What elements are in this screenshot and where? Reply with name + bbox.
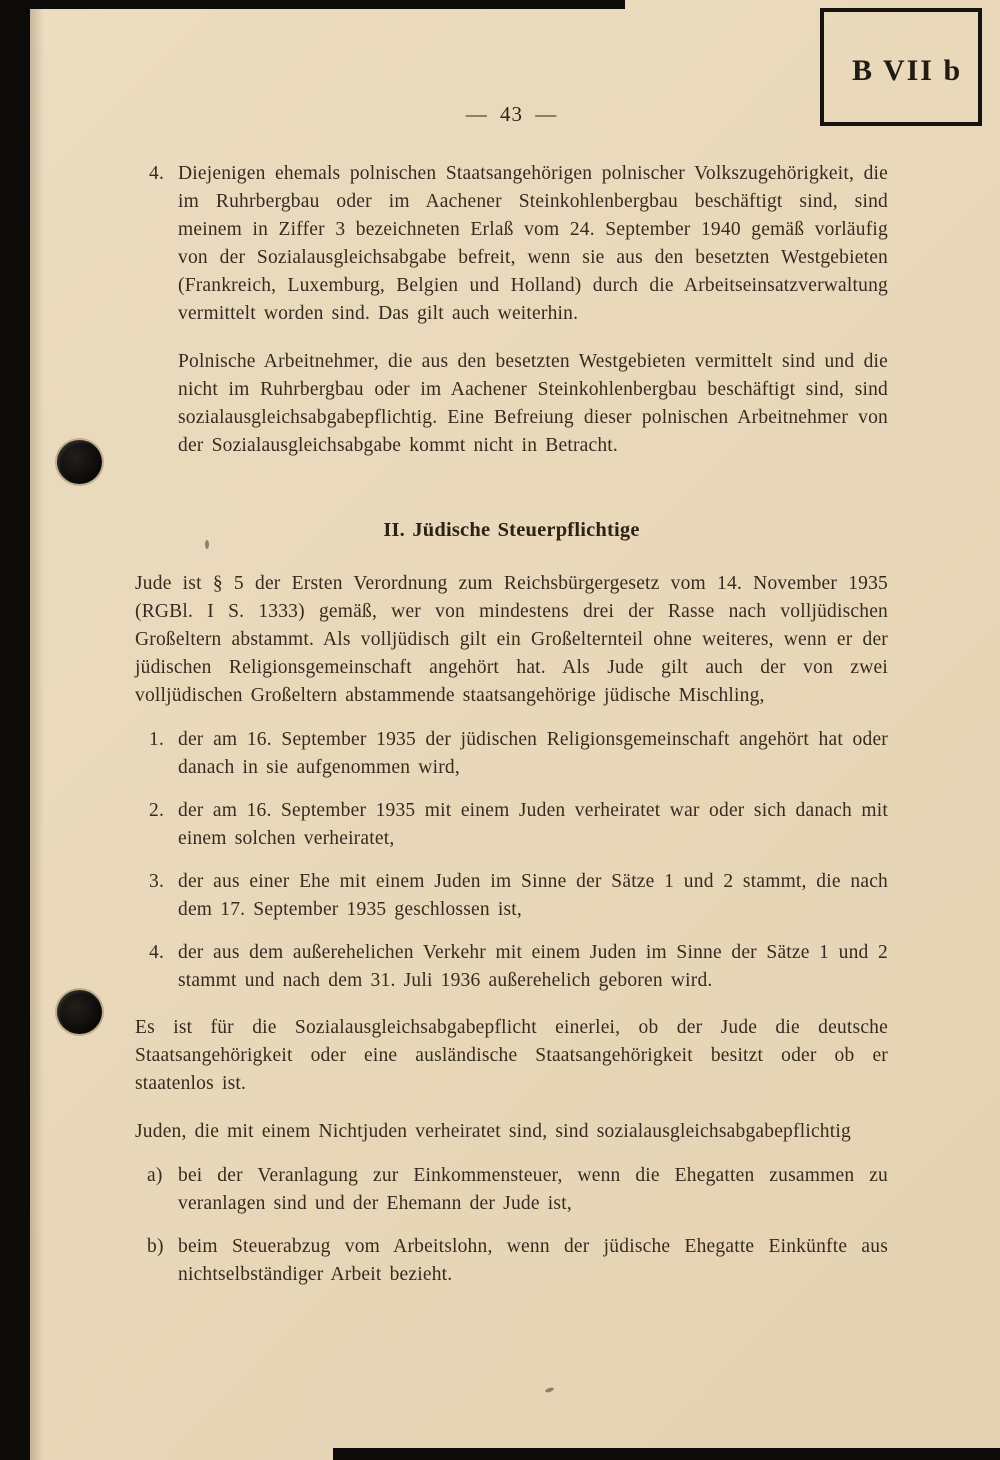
list-item <box>135 868 888 924</box>
scan-edge-bottom <box>333 1448 1000 1460</box>
item-number: 3. <box>149 870 165 892</box>
citizenship-paragraph: Es ist für die Sozialausgleichsabgabepflicht einerlei, ob der Jude die deutsche Staatsangehörigkeit oder eine ausländische Staatsangehörigkeit besitzt oder ob er staatenlos ist. <box>135 1017 888 1094</box>
section-intro-paragraph: Jude ist § 5 der Ersten Verordnung zum Reichsbürgergesetz vom 14. November 1935 (RGBl. I S. 1333) gemäß, wer von mindestens drei der Rasse nach volljüdischen Großeltern abstammt. Als volljüdisch gilt ein Großelternteil ohne weiteres, wenn er der jüdischen Religionsgemeinschaft angehört hat. Als Jude gilt auch der von zwei volljüdischen Großeltern abstammende staatsangehörige jüdische Mischling, <box>135 572 888 706</box>
list-item <box>135 939 888 995</box>
hole-punch-bottom <box>57 990 102 1034</box>
item-4-continuation-paragraph: Polnische Arbeitnehmer, die aus den besetzten Westgebieten vermittelt sind und die nicht im Ruhrbergbau oder im Aachener Steinkohlenbergbau beschäftigt sind, sind sozialausgleichsabgabepflichtig. Eine Befreiung dieser polnischen Arbeitnehmer von der Sozialausgleichsabgabe kommt nicht in Betracht. <box>178 350 888 456</box>
item-letter: b) <box>147 1235 164 1257</box>
item-letter: a) <box>147 1164 163 1186</box>
list-item <box>135 1162 888 1218</box>
item-text: der am 16. September 1935 mit einem Juden verheiratet war oder sich danach mit einem solchen verheiratet, <box>178 799 888 849</box>
scan-edge-top <box>0 0 625 9</box>
item-text: bei der Veranlagung zur Einkommensteuer, wenn die Ehegatten zusammen zu veranlagen sind und der Ehemann der Jude ist, <box>178 1164 888 1214</box>
item-number: 2. <box>149 799 165 821</box>
list-item <box>135 1233 888 1289</box>
section-heading: II. Jüdische Steuerpflichtige <box>383 518 640 541</box>
lettered-sub-list <box>135 1162 888 1289</box>
item-number: 4. <box>149 941 165 963</box>
item-number: 4. <box>149 163 165 184</box>
document-body <box>135 100 888 1304</box>
item-text: der am 16. September 1935 der jüdischen Religionsgemeinschaft angehört hat oder danach in sie aufgenommen wird, <box>178 728 888 778</box>
list-item <box>135 797 888 853</box>
classification-tag-label: B VII b <box>852 54 963 87</box>
mixed-marriage-paragraph: Juden, die mit einem Nichtjuden verheiratet sind, sind sozialausgleichsabgabepflichtig <box>135 1120 851 1142</box>
numbered-sub-list <box>135 726 888 995</box>
scan-speck <box>205 540 209 549</box>
scan-edge-left <box>0 0 30 1460</box>
item-text: beim Steuerabzug vom Arbeitslohn, wenn der jüdische Ehegatte Einkünfte aus nichtselbständiger Arbeit bezieht. <box>178 1235 888 1285</box>
item-text: Diejenigen ehemals polnischen Staatsangehörigen polnischer Volkszugehörigkeit, die im Ruhrbergbau oder im Aachener Steinkohlenbergbau beschäftigt sind, sind meinem in Ziffer 3 bezeichneten Erlaß vom 24. September 1940 gemäß vorläufig von der Sozialausgleichsabgabe befreit, wenn sie aus den besetzten Westgebieten (Frankreich, Luxemburg, Belgien und Holland) durch die Arbeitseinsatzverwaltung vermittelt worden sind. Das gilt auch weiterhin. <box>178 163 888 324</box>
numbered-item-4 <box>135 160 888 328</box>
page-number: — 43 — <box>465 102 558 126</box>
item-number: 1. <box>149 728 165 750</box>
list-item <box>135 726 888 782</box>
item-text: der aus einer Ehe mit einem Juden im Sinne der Sätze 1 und 2 stammt, die nach dem 17. September 1935 geschlossen ist, <box>178 870 888 920</box>
hole-punch-top <box>57 440 102 484</box>
scan-speck <box>545 1387 555 1394</box>
item-text: der aus dem außerehelichen Verkehr mit einem Juden im Sinne der Sätze 1 und 2 stammt und nach dem 31. Juli 1936 außerehelich geboren wird. <box>178 941 888 991</box>
